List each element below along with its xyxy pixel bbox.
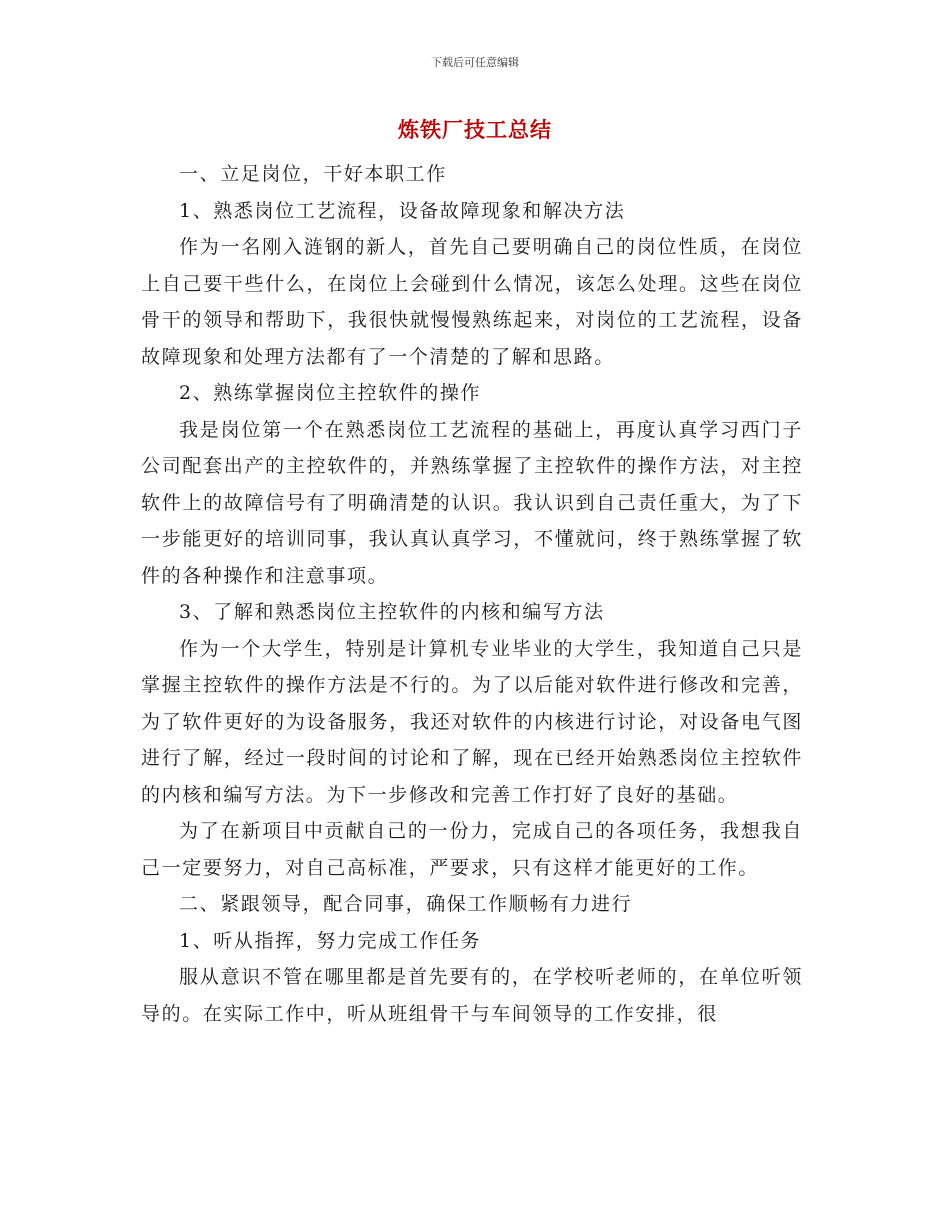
document-title: 炼铁厂技工总结 — [398, 118, 552, 142]
subsection-heading: 2、熟练掌握岗位主控软件的操作 — [179, 382, 482, 404]
subsection-heading: 3、了解和熟悉岗位主控软件的内核和编写方法 — [179, 601, 605, 623]
body-paragraph: 我是岗位第一个在熟悉岗位工艺流程的基础上，再度认真学习西门子公司配套出产的主控软件的，并熟练掌握了主控软件的操作方法，对主控软件上的故障信号有了明确清楚的认识。我认识到自己责任重大，为了下一步能更好的培训同事，我认真认真学习，不懂就问，终于熟练掌握了软件的各种操作和注意事项。 — [141, 418, 803, 587]
document-body — [141, 156, 803, 1032]
body-paragraph: 作为一个大学生，特别是计算机专业毕业的大学生，我知道自己只是掌握主控软件的操作方法是不行的。为了以后能对软件进行修改和完善，为了软件更好的为设备服务，我还对软件的内核进行讨论，对设备电气图进行了解，经过一段时间的讨论和了解，现在已经开始熟悉岗位主控软件的内核和编写方法。为下一步修改和完善工作打好了良好的基础。 — [141, 637, 803, 806]
section-heading: 二、紧跟领导，配合同事，确保工作顺畅有力进行 — [179, 893, 633, 915]
header-note: 下载后可任意编辑 — [431, 56, 519, 69]
body-paragraph: 服从意识不管在哪里都是首先要有的，在学校听老师的，在单位听领导的。在实际工作中，听从班组骨干与车间领导的工作安排，很 — [141, 966, 803, 1025]
subsection-heading: 1、听从指挥，努力完成工作任务 — [179, 929, 482, 952]
body-paragraph: 为了在新项目中贡献自己的一份力，完成自己的各项任务，我想我自己一定要努力，对自己高标准，严要求，只有这样才能更好的工作。 — [141, 820, 803, 879]
subsection-heading: 1、熟悉岗位工艺流程，设备故障现象和解决方法 — [179, 199, 626, 222]
body-paragraph: 作为一名刚入涟钢的新人，首先自己要明确自己的岗位性质，在岗位上自己要干些什么，在岗位上会碰到什么情况，该怎么处理。这些在岗位骨干的领导和帮助下，我很快就慢慢熟练起来，对岗位的工艺流程，设备故障现象和处理方法都有了一个清楚的了解和思路。 — [141, 236, 803, 368]
section-heading: 一、立足岗位，干好本职工作 — [179, 163, 447, 185]
